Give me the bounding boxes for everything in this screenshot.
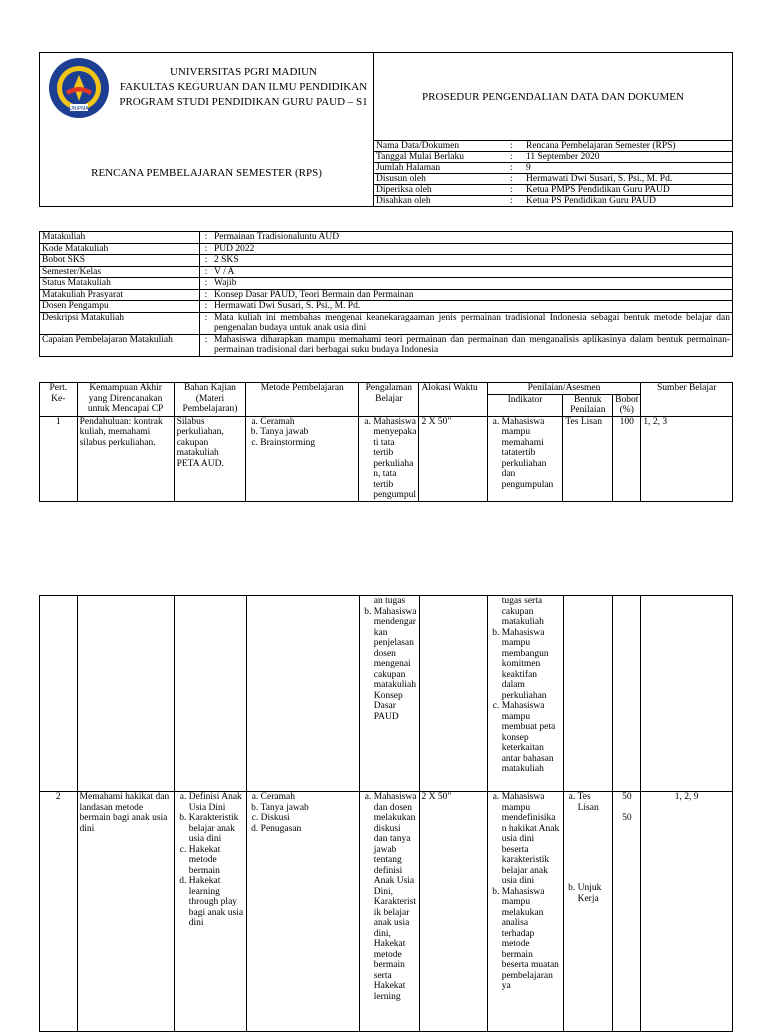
info-key: Capaian Pembelajaran Matakuliah bbox=[40, 334, 200, 356]
info-value: V / A bbox=[212, 266, 733, 278]
meta-key: Diperiksa oleh bbox=[374, 185, 508, 196]
row1-indikator-tail: tugas serta cakupan matakuliah bbox=[501, 596, 544, 627]
row1-pengalaman-tail: an tugas bbox=[373, 596, 406, 606]
meta-cell bbox=[374, 141, 733, 207]
info-key: Matakuliah Prasyarat bbox=[40, 289, 200, 301]
row2-pert: 2 bbox=[40, 792, 78, 1032]
meta-key: Tanggal Mulai Berlaku bbox=[374, 152, 508, 163]
meta-table: Nama Data/Dokumen : Rencana Pembelajaran Semester (RPS) Tanggal Mulai Berlaku : 11 September 2020 Jumlah Halaman : 9 Disusun oleh : Hermawati Dwi Susari, S. Psi., M. Pd. Diperiksa oleh : Ketua PMPS Pendidikan Guru PAUD Disahkan oleh : Ketua PS Pendidikan Guru PAUD bbox=[374, 141, 732, 206]
row2-bahan-list: a. Definisi Anak Usia Dini b. Karakteristik belajar anak usia dini c. Hakekat metode bermain d. Hakekat learning through play bagi anak usia dini bbox=[177, 792, 244, 929]
meta-value: Ketua PS Pendidikan Guru PAUD bbox=[526, 196, 657, 206]
faculty-name: FAKULTAS KEGURUAN DAN ILMU PENDIDIKAN bbox=[119, 81, 368, 93]
row1-indikator-cont: b. Mahasiswa mampu membangun komitmen keaktifan dalam perkuliahan c. Mahasiswa mampu membuat peta konsep keterkaitan antar bahasan matakuliah bbox=[490, 628, 561, 775]
course-info-table: Matakuliah : Permainan Tradisionaluntu AUD Kode Matakuliah : PUD 2022 Bobot SKS : 2 SKS Semester/Kelas : V / A Status Matakuliah : Wajib Matakuliah Prasyarat : Konsep Dasar PAUD, Teori Bermain dan Permainan Dosen Pengampu : Hermawati Dwi Susari, S. Psi., M. Pd. Deskripsi Matakuliah : Mata kuliah ini membahas mengenai keanekaragaaman jenis permainan tradisional Indonesia sebagai bentuk metode belajar dan pengenalan budaya untuk anak usia dini Capaian Pembelajaran Matakuliah : Mahasiswa diharapkan mampu memahami teori permainan dan permainan dan menganalisis aplikasinya dalam bentuk permainan-permainan tradisional dari berbagai suku budaya Indonesia bbox=[39, 231, 733, 357]
row2-sumber: 1, 2, 9 bbox=[641, 792, 733, 1032]
row2-kemampuan: Memahami hakikat dan landasan metode bermain bagi anak usia dini bbox=[77, 792, 174, 1032]
col-sumber: Sumber Belajar bbox=[641, 383, 733, 417]
col-bentuk: Bentuk Penilaian bbox=[563, 394, 613, 416]
meta-value: Ketua PMPS Pendidikan Guru PAUD bbox=[524, 185, 732, 196]
info-key: Matakuliah bbox=[40, 232, 200, 244]
info-value: Mahasiswa diharapkan mampu memahami teori permainan dan permainan dan menganalisis aplikasinya dalam bentuk permainan-permainan tradisional dari berbagai suku budaya Indonesia bbox=[212, 334, 733, 356]
meta-key: Disusun oleh bbox=[374, 174, 508, 185]
col-kemampuan: Kemampuan Akhir yang Direncanakan untuk Mencapai CP bbox=[77, 383, 174, 417]
info-value: Hermawati Dwi Susari, S. Psi., M. Pd. bbox=[212, 301, 733, 313]
row2-bobot-b: 50 bbox=[622, 812, 632, 823]
row1-bentuk: Tes Lisan bbox=[563, 416, 613, 501]
row1-pengalaman-cont: b. Mahasiswa mendengar kan penjelasan dosen mengenai cakupan matakuliah Konsep Dasar PAUD bbox=[362, 607, 417, 723]
rps-title: RENCANA PEMBELAJARAN SEMESTER (RPS) bbox=[40, 141, 374, 207]
meta-value: Rencana Pembelajaran Semester (RPS) bbox=[524, 141, 732, 152]
program-name: PROGRAM STUDI PENDIDIKAN GURU PAUD – S1 bbox=[119, 96, 368, 108]
row1-alokasi: 2 X 50" bbox=[419, 416, 487, 501]
row1-bobot: 100 bbox=[613, 416, 641, 501]
row1-metode-list: a. Ceramah b. Tanya jawab c. Brainstorming bbox=[248, 417, 356, 449]
col-bobot: Bobot (%) bbox=[613, 394, 641, 416]
row1-pengalaman-list: a. Mahasiswa menyepaka ti tata tertib perkuliaha n, tata tertib pengumpul bbox=[361, 417, 416, 501]
meta-value: 11 September 2020 bbox=[524, 152, 732, 163]
procedure-title: PROSEDUR PENGENDALIAN DATA DAN DOKUMEN bbox=[374, 53, 733, 141]
table-row bbox=[40, 416, 733, 501]
info-value: Wajib bbox=[212, 278, 733, 290]
info-value: Konsep Dasar PAUD, Teori Bermain dan Permainan bbox=[212, 289, 733, 301]
col-penilaian: Penilaian/Asesmen bbox=[487, 383, 641, 395]
meta-key: Disahkan oleh bbox=[376, 196, 431, 206]
document-header bbox=[39, 52, 733, 207]
logo-cell bbox=[40, 53, 115, 141]
row2-metode-list: a. Ceramah b. Tanya jawab c. Diskusi d. Penugasan bbox=[249, 792, 357, 834]
table-row bbox=[40, 792, 733, 1032]
col-metode: Metode Pembelajaran bbox=[246, 383, 359, 417]
col-pengalaman: Pengalaman Belajar bbox=[359, 383, 419, 417]
row1-sumber: 1, 2, 3 bbox=[641, 416, 733, 501]
row2-bobot-a: 50 bbox=[622, 792, 632, 802]
row2-alokasi: 2 X 50" bbox=[419, 792, 487, 1032]
info-value: Mata kuliah ini membahas mengenai keanekaragaaman jenis permainan tradisional Indonesia sebagai bentuk metode belajar dan pengenalan budaya untuk anak usia dini bbox=[212, 312, 733, 334]
table-row bbox=[40, 596, 733, 792]
meta-key: Nama Data/Dokumen bbox=[374, 141, 508, 152]
unipma-logo-icon bbox=[48, 57, 110, 119]
row2-pengalaman-list: a. Mahasiswa dan dosen melakukan diskusi dan tanya jawab tentang definisi Anak Usia Dini, Karakterist ik belajar anak usia dini, Hakekat metode bermain serta Hakekat lerning bbox=[362, 792, 417, 1002]
row1-kemampuan: Pendahuluan: kontrak kuliah, memahami silabus perkuliahan. bbox=[77, 416, 174, 501]
info-key: Semester/Kelas bbox=[40, 266, 200, 278]
col-alokasi: Alokasi Waktu bbox=[419, 383, 487, 417]
info-key: Bobot SKS bbox=[40, 255, 200, 267]
row1-bahan: Silabus perkuliahan, cakupan matakuliah PETA AUD. bbox=[174, 416, 246, 501]
col-bahan: Bahan Kajian (Materi Pembelajaran) bbox=[174, 383, 246, 417]
info-key: Kode Matakuliah bbox=[40, 243, 200, 255]
row1-pert: 1 bbox=[40, 416, 78, 501]
meta-value: 9 bbox=[524, 163, 732, 174]
logo-bottom-text: UNIPMA bbox=[68, 105, 89, 112]
info-key: Status Matakuliah bbox=[40, 278, 200, 290]
info-value: Permainan Tradisionaluntu AUD bbox=[212, 232, 733, 244]
rps-table-page1 bbox=[39, 382, 733, 502]
info-key: Dosen Pengampu bbox=[40, 301, 200, 313]
row1-indikator-list: a. Mahasiswa mampu memahami tatatertib perkuliahan dan pengumpulan bbox=[490, 417, 561, 491]
info-value: PUD 2022 bbox=[212, 243, 733, 255]
info-key: Deskripsi Matakuliah bbox=[40, 312, 200, 334]
row2-bentuk-list: a. Tes Lisan b. Unjuk Kerja bbox=[566, 792, 611, 904]
col-pert: Pert. Ke- bbox=[40, 383, 78, 417]
institution-cell bbox=[114, 53, 374, 141]
university-name: UNIVERSITAS PGRI MADIUN bbox=[169, 66, 317, 78]
info-value: 2 SKS bbox=[212, 255, 733, 267]
meta-key: Jumlah Halaman bbox=[374, 163, 508, 174]
meta-value: Hermawati Dwi Susari, S. Psi., M. Pd. bbox=[524, 174, 732, 185]
col-indikator: Indikator bbox=[487, 394, 563, 416]
rps-table-page2 bbox=[39, 595, 733, 1032]
row2-indikator-list: a. Mahasiswa mampu mendefinisika n hakikat Anak usia dini beserta karakteristik belajar anak usia dini b. Mahasiswa mampu melakukan analisa terhadap metode bermain beserta muatan pembelajaran ya bbox=[490, 792, 561, 992]
